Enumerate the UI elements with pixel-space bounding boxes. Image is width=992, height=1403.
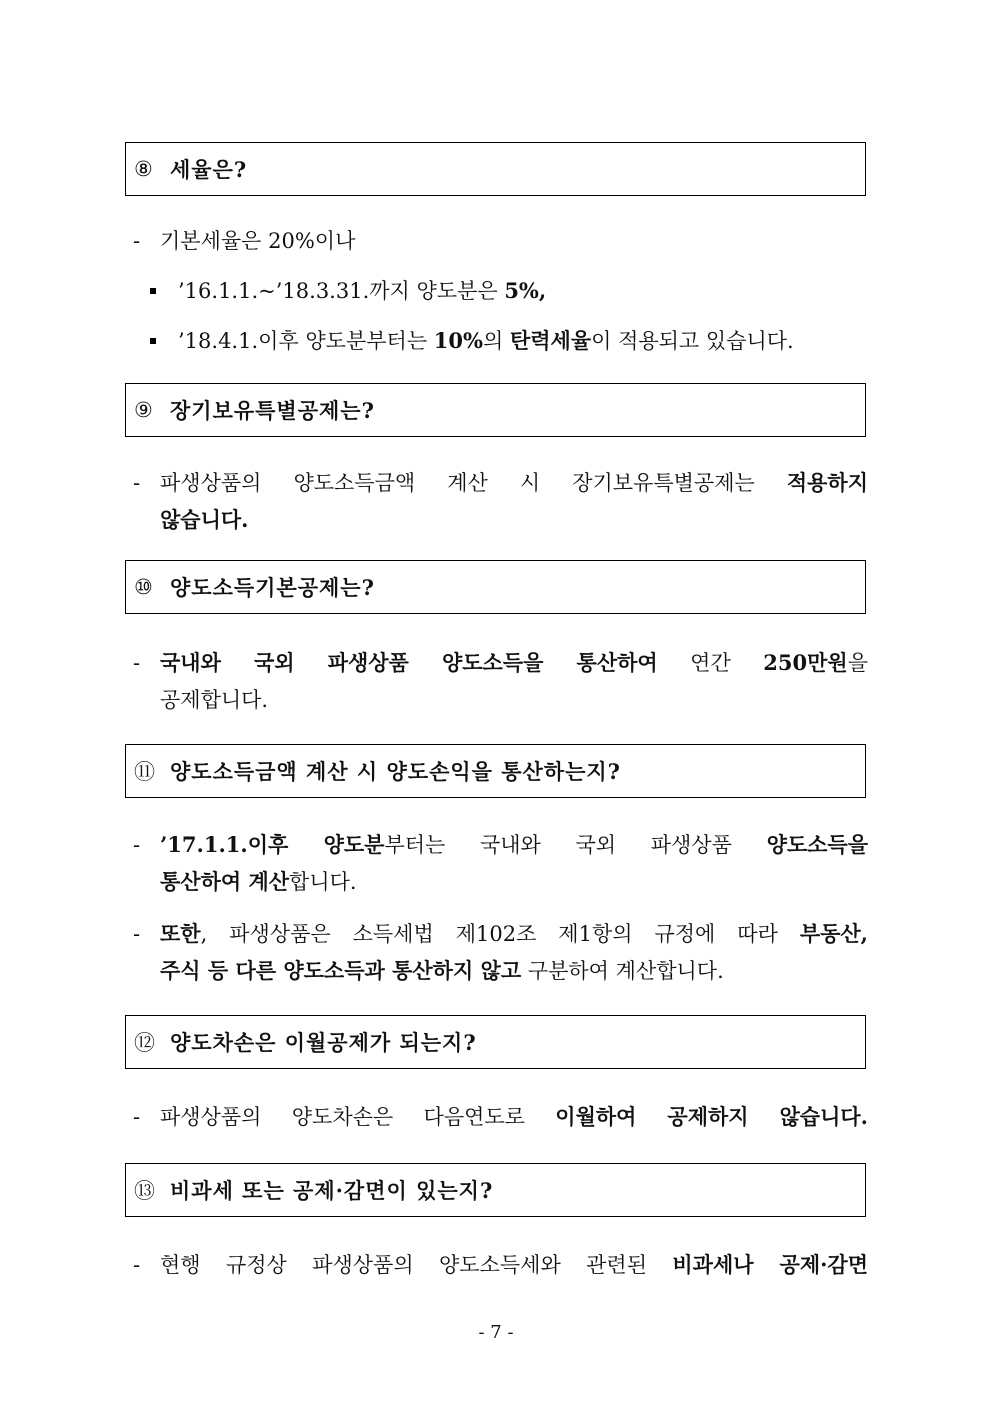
section-11-title: 양도소득금액 계산 시 양도손익을 통산하는지? [170,759,621,784]
section-11-number: ⑪ [134,760,155,784]
section-8-box [125,142,866,196]
dash: - [133,1105,141,1129]
section-13-number: ⑬ [134,1179,155,1203]
dash: - [133,922,141,946]
section-12-box [125,1015,866,1069]
s9-line-2: 않습니다. [160,507,249,532]
section-10-box [125,560,866,614]
section-8-number: ⑧ [134,157,153,181]
section-13-box [125,1163,866,1217]
s11-p2-line-2: 주식 등 다른 양도소득과 통산하지 않고 구분하여 계산합니다. [160,958,724,983]
dash: - [133,471,141,495]
section-12-number: ⑫ [134,1031,155,1055]
s11-p1-line-2: 통산하여 계산합니다. [160,869,357,894]
bullet-icon [150,288,156,294]
section-9-number: ⑨ [134,398,153,422]
section-8-title: 세율은? [170,157,248,182]
s11-p2-line-1: 또한, 파생상품은 소득세법 제102조 제1항의 규정에 따라 부동산, [160,921,868,946]
section-9-title: 장기보유특별공제는? [170,398,375,423]
s10-line-1: 국내와 국외 파생상품 양도소득을 통산하여 연간 250만원을 [160,650,868,675]
section-12-title: 양도차손은 이월공제가 되는지? [170,1030,477,1055]
section-10-number: ⑩ [134,575,153,599]
s12-line-1: 파생상품의 양도차손은 다음연도로 이월하여 공제하지 않습니다. [160,1104,868,1129]
section-11-box [125,744,866,798]
s10-line-2: 공제합니다. [160,688,269,712]
s9-line-1: 파생상품의 양도소득금액 계산 시 장기보유특별공제는 적용하지 [160,470,868,495]
bullet-icon [150,338,156,344]
section-9-box [125,383,866,437]
s13-line-1: 현행 규정상 파생상품의 양도소득세와 관련된 비과세나 공제·감면 [160,1252,868,1277]
s8-bullet-1: ’16.1.1.~’18.3.31.까지 양도분은 5%, [178,278,547,303]
dash: - [133,229,141,253]
s11-p1-line-1: ’17.1.1.이후 양도분부터는 국내와 국외 파생상품 양도소득을 [160,832,868,857]
dash: - [133,833,141,857]
dash: - [133,651,141,675]
page-number: - 7 - [478,1322,514,1343]
section-13-title: 비과세 또는 공제·감면이 있는지? [170,1178,494,1203]
section-10-title: 양도소득기본공제는? [170,575,375,600]
dash: - [133,1253,141,1277]
s8-intro: 기본세율은 20%이나 [160,229,356,253]
s8-bullet-2: ’18.4.1.이후 양도분부터는 10%의 탄력세율이 적용되고 있습니다. [178,328,794,353]
